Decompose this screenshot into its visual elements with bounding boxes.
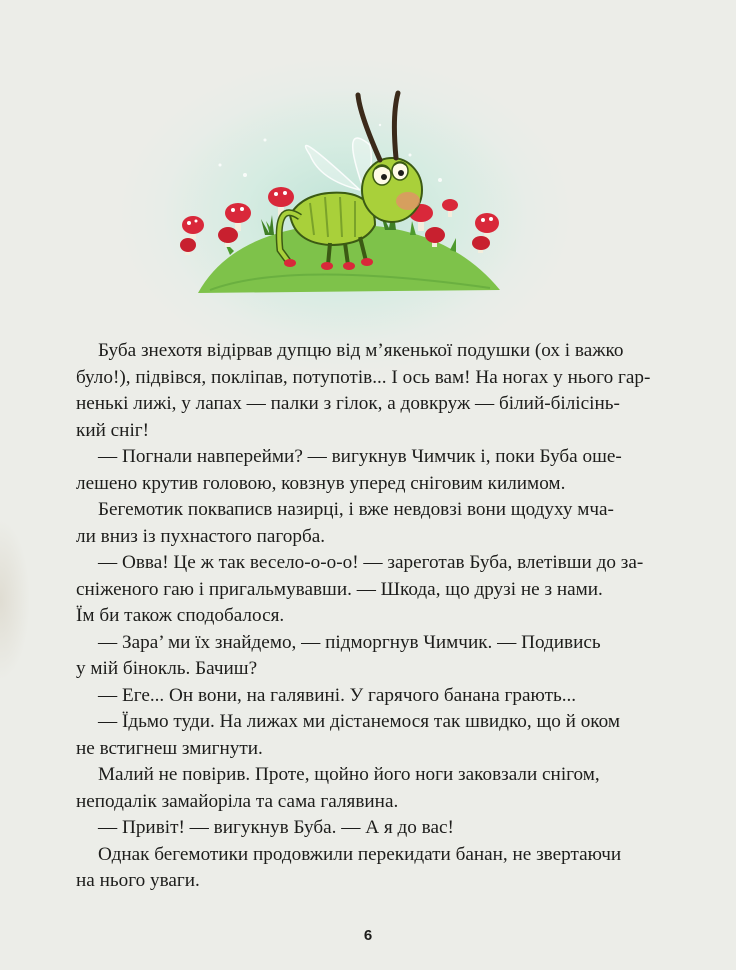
story-line: — Зара’ ми їх знайдемо, — підморгнув Чимчик. — Подивись (98, 631, 601, 653)
story-line: сніженого гаю і пригальмувавши. — Шкода, що друзі не з нами. (76, 578, 603, 600)
story-line: — Погнали навперейми? — вигукнув Чимчик і, поки Буба оше- (98, 446, 622, 467)
story-line: було!), підвівся, покліпав, потупотів... І ось вам! На ногах у нього гар- (76, 366, 651, 388)
page-number: 6 (363, 927, 373, 944)
story-line: кий сніг! (76, 419, 150, 441)
story-line: у мій бінокль. Бачиш? (76, 658, 258, 679)
story-line: Буба знехотя відірвав дупцю від м’якенької подушки (ох і важко (98, 340, 624, 361)
wing-shape (306, 138, 372, 190)
story-line: — Їдьмо туди. На лижах ми дістанемося так швидко, що й оком (98, 711, 621, 732)
story-line: — Овва! Це ж так весело-о-о-о! — зареготав Буба, влетівши до за- (98, 552, 644, 573)
story-line: неподалік замайоріла та сама галявина. (76, 790, 399, 812)
page-shadow (0, 520, 40, 680)
story-line: Бегемотик покваписв назирці, і вже невдовзі вони щодуху мча- (98, 499, 614, 520)
story-line: — Еге... Он вони, на галявині. У гарячого банана грають... (98, 684, 577, 706)
story-line: не встигнеш змигнути. (76, 737, 263, 759)
story-line: ли вниз із пухнастого пагорба. (76, 525, 326, 547)
story-line: Малий не повірив. Проте, щойно його ноги заковзали снігом, (98, 764, 600, 785)
story-line: — Привіт! — вигукнув Буба. — А я до вас! (98, 817, 454, 838)
story-line: Їм би також сподобалося. (76, 605, 285, 626)
story-line: лешено крутив головою, ковзнув уперед сніговим килимом. (76, 472, 566, 494)
cricket-illustration (170, 85, 510, 300)
story-text (76, 338, 686, 895)
story-line: ненькі лижі, у лапах — палки з гілок, а довкруж — білий-білісінь- (76, 393, 620, 414)
story-line: на нього уваги. (76, 870, 200, 891)
story-line: Однак бегемотики продовжили перекидати банан, не звертаючи (98, 843, 622, 865)
